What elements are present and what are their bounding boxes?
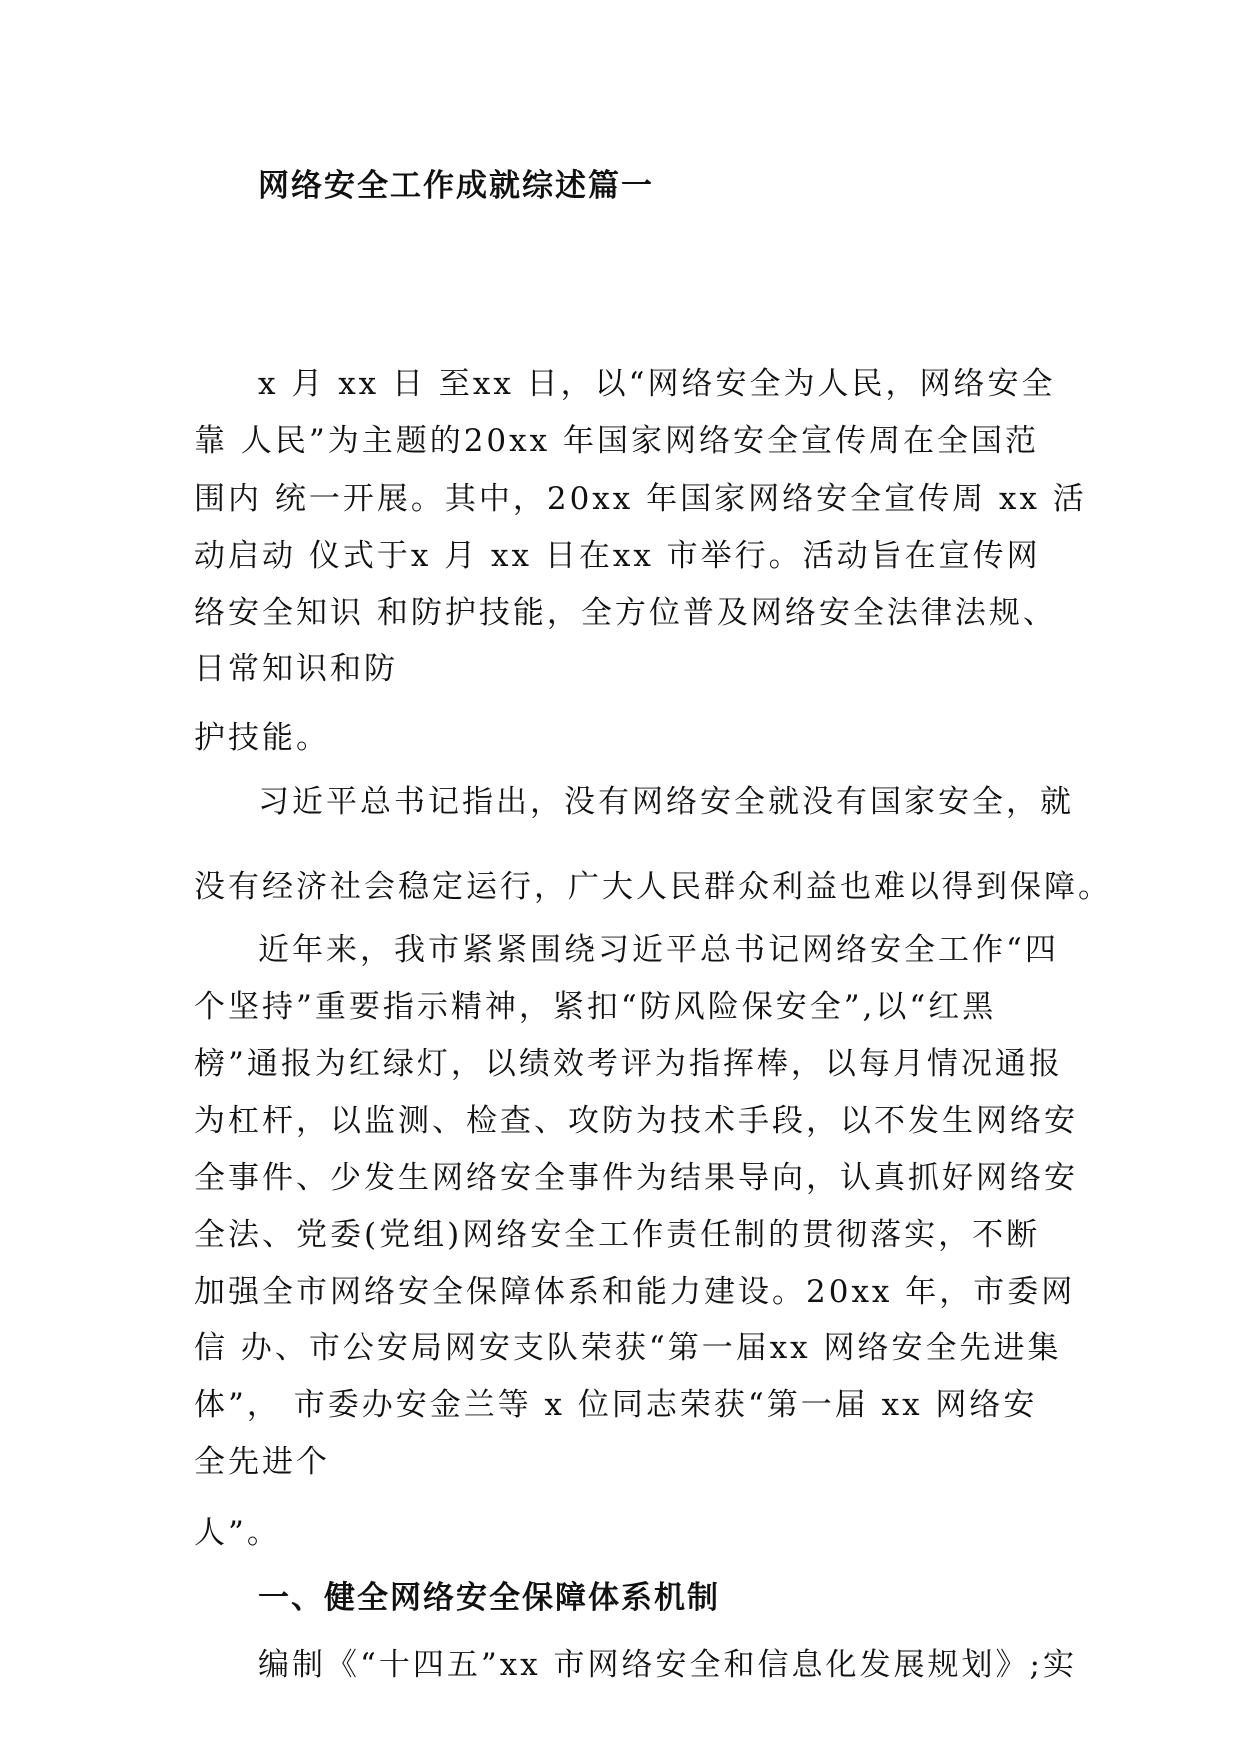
paragraph-line: 人”。 <box>194 1515 281 1551</box>
paragraph-line: 没有经济社会稳定运行，广大人民群众利益也难以得到保障。 <box>194 869 1112 905</box>
paragraph-line: x 月 xx 日 至xx 日，以“网络安全为人民，网络安全 <box>258 366 1056 402</box>
paragraph-line: 加强全市网络安全保障体系和能力建设。20xx 年，市委网 <box>194 1274 1076 1310</box>
paragraph-line: 动启动 仪式于x 月 xx 日在xx 市举行。活动旨在宣传网 <box>194 538 1041 574</box>
paragraph-line: 络安全知识 和防护技能，全方位普及网络安全法律法规、 <box>194 595 1057 631</box>
paragraph-line: 全法、党委(党组)网络安全工作责任制的贯彻落实，不断 <box>194 1217 1041 1253</box>
paragraph-line: 近年来，我市紧紧围绕习近平总书记网络安全工作“四 <box>258 932 1059 968</box>
paragraph-line: 全先进个 <box>194 1444 330 1480</box>
paragraph-line: 编制《“十四五”xx 市网络安全和信息化发展规划》;实 <box>258 1647 1077 1683</box>
paragraph-line: 习近平总书记指出，没有网络安全就没有国家安全，就 <box>258 784 1074 820</box>
paragraph-line: 靠 人民”为主题的20xx 年国家网络安全宣传周在全国范 <box>194 423 1039 459</box>
paragraph-line: 护技能。 <box>194 720 330 756</box>
paragraph-line: 信 办、市公安局网安支队荣获“第一届xx 网络安全先进集 <box>194 1330 1062 1366</box>
paragraph-line: 日常知识和防 <box>194 651 398 687</box>
document-title: 网络安全工作成就综述篇一 <box>258 168 654 204</box>
paragraph-line: 围内 统一开展。其中，20xx 年国家网络安全宣传周 xx 活 <box>194 481 1087 517</box>
section-heading: 一、健全网络安全保障体系机制 <box>258 1580 720 1616</box>
paragraph-line: 榜”通报为红绿灯，以绩效考评为指挥棒，以每月情况通报 <box>194 1046 1063 1082</box>
paragraph-line: 体”， 市委办安金兰等 x 位同志荣获“第一届 xx 网络安 <box>194 1387 1038 1423</box>
paragraph-line: 为杠杆，以监测、检查、攻防为技术手段，以不发生网络安 <box>194 1103 1078 1139</box>
paragraph-line: 全事件、少发生网络安全事件为结果导向，认真抓好网络安 <box>194 1160 1078 1196</box>
paragraph-line: 个坚持”重要指示精神，紧扣“防风险保安全”,以“红黑 <box>194 989 997 1025</box>
